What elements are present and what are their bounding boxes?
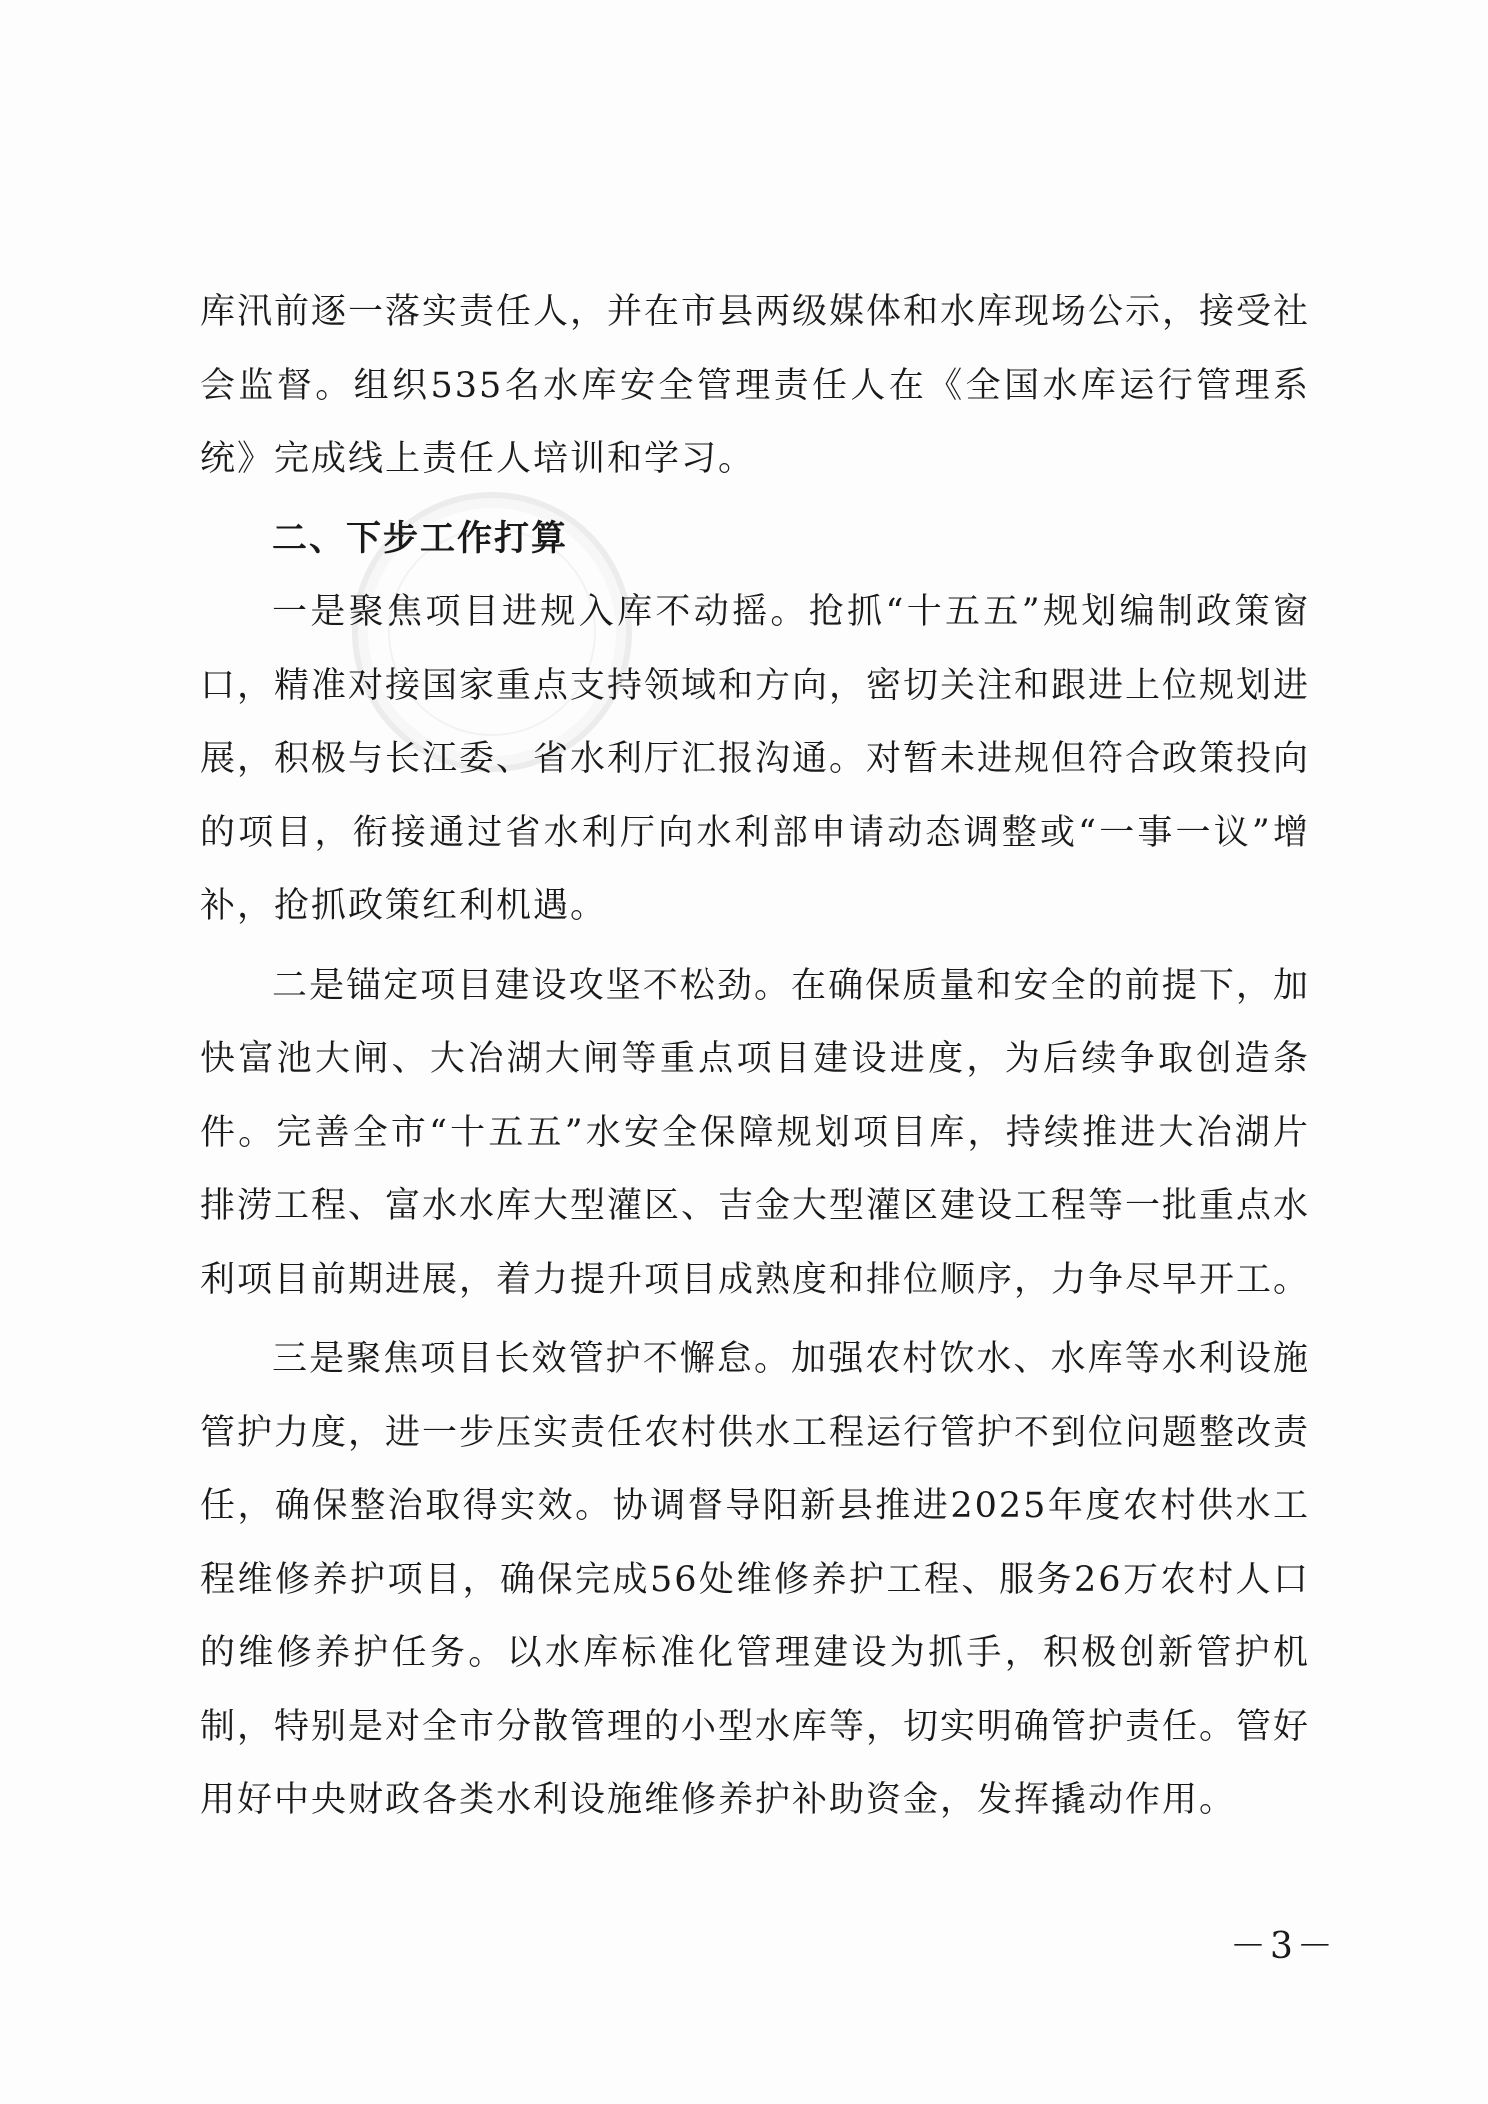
section-heading: 二、下步工作打算 (272, 518, 569, 559)
page-number: －3－ (1230, 1926, 1337, 1967)
document-body (200, 276, 1310, 1838)
paragraph-item-3: 三是聚焦项目长效管护不懈怠。加强农村饮水、水库等水利设施管护力度，进一步压实责任农村供水工程运行管护不到位问题整改责任，确保整治取得实效。协调督导阳新县推进2025年度农村供水工程维修养护项目，确保完成56处维修养护工程、服务26万农村人口的维修养护任务。以水库标准化管理建设为抓手，积极创新管护机制，特别是对全市分散管理的小型水库等，切实明确管护责任。管好用好中央财政各类水利设施维修养护补助资金，发挥撬动作用。 (200, 1339, 1311, 1820)
paragraph-item-1: 一是聚焦项目进规入库不动摇。抢抓“十五五”规划编制政策窗口，精准对接国家重点支持领域和方向，密切关注和跟进上位规划进展，积极与长江委、省水利厅汇报沟通。对暂未进规但符合政策投向的项目，衔接通过省水利厅向水利部申请动态调整或“一事一议”增补，抢抓政策红利机遇。 (200, 592, 1311, 926)
continued-paragraph: 库汛前逐一落实责任人，并在市县两级媒体和水库现场公示，接受社会监督。组织535名水库安全管理责任人在《全国水库运行管理系统》完成线上责任人培训和学习。 (200, 292, 1311, 479)
paragraph-item-2: 二是锚定项目建设攻坚不松劲。在确保质量和安全的前提下，加快富池大闸、大冶湖大闸等重点项目建设进度，为后续争取创造条件。完善全市“十五五”水安全保障规划项目库，持续推进大冶湖片排涝工程、富水水库大型灌区、吉金大型灌区建设工程等一批重点水利项目前期进展，着力提升项目成熟度和排位顺序，力争尽早开工。 (200, 965, 1311, 1300)
